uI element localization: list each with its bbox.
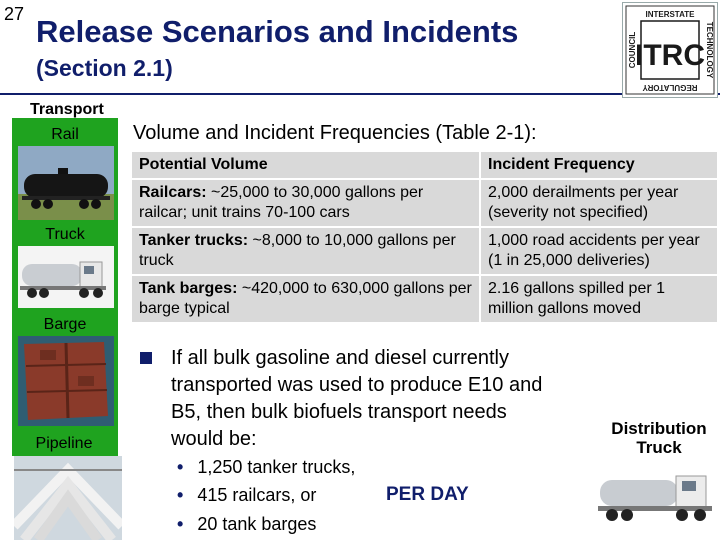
per-day-label: PER DAY [386,484,469,505]
volume-text: ~8,000 to 10,000 gallons per truck [139,232,456,269]
volume-cell [131,275,480,323]
slide-subtitle: (Section 2.1) [36,55,173,81]
pipeline-photo [14,456,122,540]
frequency-cell: 2,000 derailments per year (severity not specified) [480,179,718,227]
table-row [131,179,718,227]
frequency-table [130,150,719,324]
frequency-cell: 1,000 road accidents per year (1 in 25,000 deliveries) [480,227,718,275]
section-title: Volume and Incident Frequencies (Table 2-1): [133,122,537,144]
bullet-dot-icon: • [177,485,184,505]
table-row [131,275,718,323]
distribution-truck-photo [596,460,718,532]
sidebar-label-barge: Barge [43,316,87,333]
barge-photo [18,336,114,426]
sub-bullet-text: 415 railcars, or [197,485,317,505]
rail-photo [18,146,114,220]
distribution-truck-label: Distribution Truck [611,419,707,457]
logo-main-text: ITRC [635,39,705,72]
row-label: Tank barges: [139,280,238,297]
itrc-logo [622,2,718,98]
slide-number: 27 [4,4,25,24]
sub-bullet-text: 1,250 tanker trucks, [197,457,356,477]
bullet-dot-icon: • [177,457,184,477]
sidebar-label-truck: Truck [45,226,85,243]
table-row [131,227,718,275]
volume-cell [131,227,480,275]
bullet-dot-icon: • [177,514,184,534]
logo-right-text: TECHNOLOGY [705,21,714,79]
sub-bullet-text: 20 tank barges [197,514,317,534]
frequency-cell: 2.16 gallons spilled per 1 million gallons moved [480,275,718,323]
volume-cell [131,179,480,227]
main-bullet-text: If all bulk gasoline and diesel currently transported was used to produce E10 and B5, then bulk biofuels transport needs would be: [171,347,543,450]
logo-left-text: COUNCIL [628,31,637,69]
volume-text: ~25,000 to 30,000 gallons per railcar; unit trains 70-100 cars [139,184,424,221]
slide-title: Release Scenarios and Incidents [36,14,519,49]
sidebar-label-rail: Rail [51,126,79,143]
sidebar-label-pipeline: Pipeline [35,435,93,452]
row-label: Railcars: [139,184,207,201]
sub-bullet [177,485,316,506]
header-potential-volume: Potential Volume [131,151,480,179]
logo-top-text: INTERSTATE [645,10,695,19]
header-incident-frequency: Incident Frequency [480,151,718,179]
sidebar-heading: Transport [30,101,104,118]
table-header-row [131,151,718,179]
sub-bullet [177,514,316,535]
logo-bottom-text: REGULATORY [642,83,698,92]
row-label: Tanker trucks: [139,232,249,249]
sub-bullet [177,457,355,478]
diamond-bullet-icon [140,352,152,364]
volume-text: ~420,000 to 630,000 gallons per barge typical [139,280,472,317]
title-divider [0,93,720,95]
truck-photo [18,246,114,308]
